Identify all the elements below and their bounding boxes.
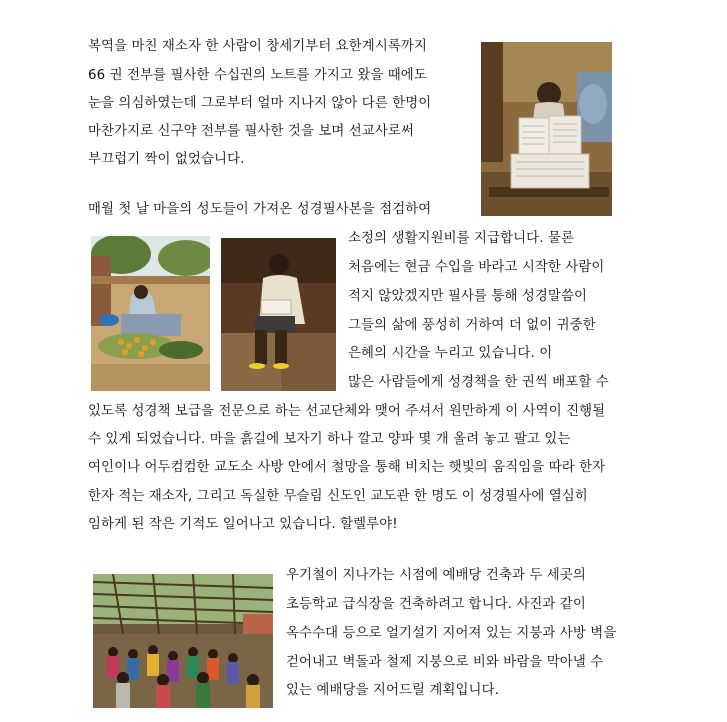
paragraph-1-line-5: 부끄럽기 짝이 없었습니다. — [88, 152, 245, 167]
paragraph-1-line-3: 눈을 의심하였는데 그로부터 얼마 지나지 않아 다른 한명이 — [88, 96, 432, 111]
paragraph-2-line-5: 그들의 삶에 풍성히 거하여 더 없이 귀중한 — [348, 318, 596, 333]
paragraph-2-line-2: 소정의 생활지원비를 지급합니다. 물론 — [348, 231, 574, 246]
photo-church-gathering — [93, 574, 273, 708]
paragraph-3-line-4: 걷어내고 벽돌과 철제 지붕으로 비와 바람을 막아낼 수 — [286, 655, 604, 670]
photo-man-reading — [221, 238, 336, 391]
paragraph-3-line-5: 있는 예배당을 지어드릴 계획입니다. — [286, 683, 499, 698]
paragraph-3-line-1: 우기철이 지나가는 시점에 예배당 건축과 두 세곳의 — [286, 568, 586, 583]
paragraph-2-line-8: 있도록 성경책 보급을 전문으로 하는 선교단체와 맺어 주셔서 원만하게 이 사역이 진행될 — [88, 404, 606, 419]
paragraph-3-line-3: 옥수수대 등으로 얼기설기 지어져 있는 지붕과 사방 벽을 — [286, 626, 617, 641]
photo-woman-selling-onions — [91, 236, 210, 391]
paragraph-2-line-9: 수 있게 되었습니다. 마을 흙길에 보자기 하나 깔고 양파 몇 개 올려 놓고 팔고 있는 — [88, 432, 571, 447]
paragraph-2-line-3: 처음에는 현금 수입을 바라고 시작한 사람이 — [348, 260, 605, 275]
paragraph-2-line-4: 적지 않았겠지만 필사를 통해 성경말씀이 — [348, 289, 588, 304]
paragraph-3-line-2: 초등학교 급식장을 건축하려고 합니다. 사진과 같이 — [286, 597, 586, 612]
paragraph-2-line-6: 은혜의 시간을 누리고 있습니다. 이 — [348, 346, 553, 361]
paragraph-2-line-12: 임하게 된 작은 기적도 일어나고 있습니다. 할렐루야! — [88, 517, 398, 532]
paragraph-1-line-2: 66 권 전부를 필사한 수십권의 노트를 가지고 왔을 때에도 — [88, 68, 427, 83]
paragraph-2-line-7: 많은 사람들에게 성경책을 한 권씩 배포할 수 — [348, 375, 609, 390]
paragraph-2-line-1: 매월 첫 날 마을의 성도들이 가져온 성경필사본을 점검하여 — [88, 202, 432, 217]
photo-man-with-notebooks — [481, 42, 612, 216]
paragraph-1-line-4: 마찬가지로 신구약 전부를 필사한 것을 보며 선교사로써 — [88, 124, 414, 139]
paragraph-1-line-1: 복역을 마친 재소자 한 사람이 창세기부터 요한계시록까지 — [88, 39, 427, 54]
paragraph-2-line-11: 한자 적는 재소자, 그리고 독실한 무슬림 신도인 교도관 한 명도 이 성경필사에 열심히 — [88, 489, 588, 504]
paragraph-2-line-10: 여인이나 어두컴컴한 교도소 사방 안에서 철망을 통해 비치는 햇빛의 움직임을 따라 한자 — [88, 460, 606, 475]
